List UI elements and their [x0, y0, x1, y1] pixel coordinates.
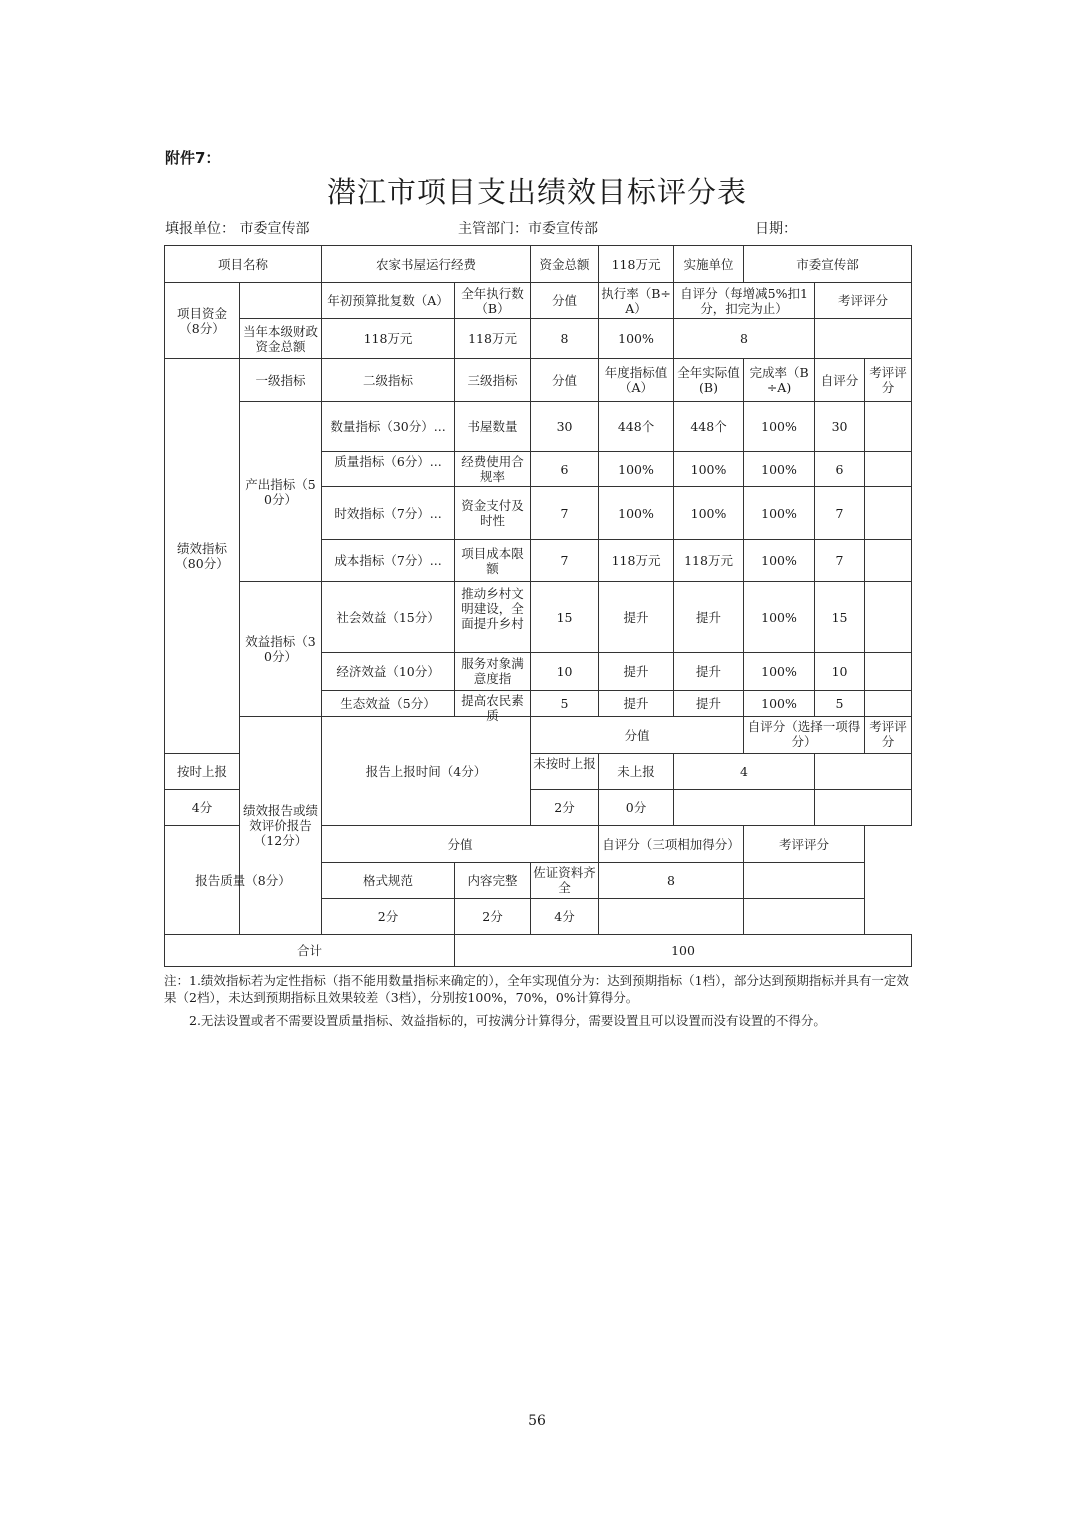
indicator-target: 提升	[599, 582, 674, 653]
indicator-score: 10	[531, 653, 599, 691]
report-quality-blank	[599, 899, 744, 935]
indicator-actual: 448个	[674, 402, 744, 452]
project-row	[165, 246, 912, 283]
indicator-l2: 时效指标（7分）...	[322, 487, 455, 540]
indicator-self: 10	[815, 653, 865, 691]
report-time-self-header: 自评分（选择一项得分）	[744, 717, 865, 754]
report-time-label: 报告上报时间（4分）	[322, 717, 531, 826]
perf-h-l3: 三级指标	[455, 359, 531, 402]
report-quality-review-value	[744, 863, 865, 899]
self-score-header: 自评分（每增减5%扣1分，扣完为止）	[674, 283, 815, 319]
review-score-header: 考评评分	[815, 283, 912, 319]
note-1: 注：1.绩效指标若为定性指标（指不能用数量指标来确定的），全年实现值分为：达到预期指标（1档），部分达到预期指标并具有一定效果（2档），未达到预期指标且效果较差（3档），分别按100%，70%，0%计算得分。	[164, 973, 909, 1005]
total-label: 合计	[165, 935, 455, 967]
report-time-opt: 未按时上报	[531, 754, 599, 790]
funds-blank	[240, 283, 322, 319]
report-quality-score-label: 分值	[322, 826, 599, 863]
report-label: 绩效报告或绩效评价报告（12分）	[240, 717, 322, 935]
perf-h-target: 年度指标值（A）	[599, 359, 674, 402]
report-quality-opt: 佐证资料齐全	[531, 863, 599, 899]
report-quality-pts: 4分	[531, 899, 599, 935]
score-header: 分值	[531, 283, 599, 319]
perf-h-rate: 完成率（B÷A)	[744, 359, 815, 402]
fill-unit: 填报单位： 市委宣传部	[165, 221, 310, 237]
indicator-actual: 100%	[674, 487, 744, 540]
indicator-score: 30	[531, 402, 599, 452]
indicator-review	[865, 402, 912, 452]
indicator-l2: 成本指标（7分）...	[322, 540, 455, 582]
project-name-label: 项目名称	[165, 246, 322, 283]
indicator-self: 30	[815, 402, 865, 452]
budget-header: 年初预算批复数（A）	[322, 283, 455, 319]
report-time-self-value: 4	[674, 754, 815, 790]
report-time-opt: 未上报	[599, 754, 674, 790]
output-indicator-label: 产出指标（50分）	[240, 402, 322, 582]
indicator-rate: 100%	[744, 540, 815, 582]
indicator-target: 提升	[599, 691, 674, 717]
indicator-score: 15	[531, 582, 599, 653]
indicator-review	[865, 540, 912, 582]
exec-header: 全年执行数（B）	[455, 283, 531, 319]
report-time-score-label: 分值	[531, 717, 744, 754]
indicator-review	[865, 691, 912, 717]
report-time-pts: 2分	[531, 790, 599, 826]
indicator-review	[865, 487, 912, 540]
report-time-review-value	[815, 754, 912, 790]
report-time-pts: 4分	[165, 790, 240, 826]
rate-value: 100%	[599, 319, 674, 359]
notes	[164, 972, 914, 1035]
report-time-header-row	[165, 717, 912, 754]
indicator-rate: 100%	[744, 402, 815, 452]
funds-sub-label: 当年本级财政资金总额	[240, 319, 322, 359]
rate-header: 执行率（B÷A）	[599, 283, 674, 319]
indicator-l3: 项目成本限额	[455, 540, 531, 582]
impl-unit-label: 实施单位	[674, 246, 744, 283]
perf-h-self: 自评分	[815, 359, 865, 402]
indicator-l2: 生态效益（5分）	[322, 691, 455, 717]
report-time-blank	[674, 790, 815, 826]
indicator-score: 7	[531, 540, 599, 582]
report-quality-label: 报告质量（8分）	[165, 826, 322, 935]
indicator-l2: 数量指标（30分）...	[322, 402, 455, 452]
funds-header-row	[165, 283, 912, 319]
indicator-actual: 提升	[674, 582, 744, 653]
score-table	[164, 245, 912, 967]
supervising-dept: 主管部门：市委宣传部	[458, 221, 598, 237]
indicator-review	[865, 452, 912, 487]
self-score-value: 8	[674, 319, 815, 359]
report-time-review-header: 考评评分	[865, 717, 912, 754]
impl-unit-value: 市委宣传部	[744, 246, 912, 283]
indicator-l2: 质量指标（6分）...	[322, 452, 455, 487]
indicator-score: 6	[531, 452, 599, 487]
indicator-target: 100%	[599, 487, 674, 540]
indicator-self: 15	[815, 582, 865, 653]
perf-h-score: 分值	[531, 359, 599, 402]
perf-h-l2: 二级指标	[322, 359, 455, 402]
benefit-indicator-label: 效益指标（30分）	[240, 582, 322, 717]
table-row	[165, 582, 912, 653]
page-number: 56	[528, 1413, 546, 1429]
indicator-score: 5	[531, 691, 599, 717]
perf-label: 绩效指标（80分）	[165, 359, 240, 754]
indicator-rate: 100%	[744, 582, 815, 653]
report-quality-pts: 2分	[322, 899, 455, 935]
total-value: 100	[455, 935, 912, 967]
report-quality-self-header: 自评分（三项相加得分）	[599, 826, 744, 863]
funds-value-row	[165, 319, 912, 359]
report-quality-opt: 格式规范	[322, 863, 455, 899]
indicator-target: 100%	[599, 452, 674, 487]
page-title: 潜江市项目支出绩效目标评分表	[326, 175, 747, 209]
table-row	[165, 402, 912, 452]
report-time-blank	[815, 790, 912, 826]
report-quality-blank	[744, 899, 865, 935]
attachment-label: 附件7：	[165, 149, 221, 167]
total-funds-value: 118万元	[599, 246, 674, 283]
total-funds-label: 资金总额	[531, 246, 599, 283]
indicator-actual: 100%	[674, 452, 744, 487]
indicator-actual: 提升	[674, 691, 744, 717]
indicator-target: 448个	[599, 402, 674, 452]
indicator-rate: 100%	[744, 452, 815, 487]
indicator-rate: 100%	[744, 653, 815, 691]
project-name-value: 农家书屋运行经费	[322, 246, 531, 283]
indicator-l3: 推动乡村文明建设，全面提升乡村	[455, 582, 531, 653]
indicator-self: 6	[815, 452, 865, 487]
score-value: 8	[531, 319, 599, 359]
indicator-l2: 社会效益（15分）	[322, 582, 455, 653]
indicator-l3: 书屋数量	[455, 402, 531, 452]
indicator-actual: 提升	[674, 653, 744, 691]
note-2: 2.无法设置或者不需要设置质量指标、效益指标的，可按满分计算得分，需要设置且可以设置而没有设置的不得分。	[189, 1013, 826, 1028]
budget-value: 118万元	[322, 319, 455, 359]
indicator-review	[865, 653, 912, 691]
funds-label: 项目资金（8分）	[165, 283, 240, 359]
indicator-self: 5	[815, 691, 865, 717]
report-quality-pts: 2分	[455, 899, 531, 935]
indicator-actual: 118万元	[674, 540, 744, 582]
perf-header-row	[165, 359, 912, 402]
indicator-l3: 经费使用合规率	[455, 452, 531, 487]
report-quality-opt: 内容完整	[455, 863, 531, 899]
indicator-rate: 100%	[744, 691, 815, 717]
indicator-target: 118万元	[599, 540, 674, 582]
perf-h-actual: 全年实际值(B)	[674, 359, 744, 402]
indicator-self: 7	[815, 487, 865, 540]
exec-value: 118万元	[455, 319, 531, 359]
report-quality-review-header: 考评评分	[744, 826, 865, 863]
total-row	[165, 935, 912, 967]
perf-h-review: 考评评分	[865, 359, 912, 402]
indicator-l3: 服务对象满意度指	[455, 653, 531, 691]
indicator-self: 7	[815, 540, 865, 582]
report-quality-self-value: 8	[599, 863, 744, 899]
date-label: 日期：	[755, 221, 797, 237]
report-time-pts: 0分	[599, 790, 674, 826]
indicator-l2: 经济效益（10分）	[322, 653, 455, 691]
report-time-opt: 按时上报	[165, 754, 240, 790]
review-score-value	[815, 319, 912, 359]
indicator-l3: 资金支付及时性	[455, 487, 531, 540]
indicator-review	[865, 582, 912, 653]
indicator-l3: 提高农民素质	[455, 691, 531, 717]
perf-h-l1: 一级指标	[240, 359, 322, 402]
indicator-score: 7	[531, 487, 599, 540]
indicator-target: 提升	[599, 653, 674, 691]
indicator-rate: 100%	[744, 487, 815, 540]
